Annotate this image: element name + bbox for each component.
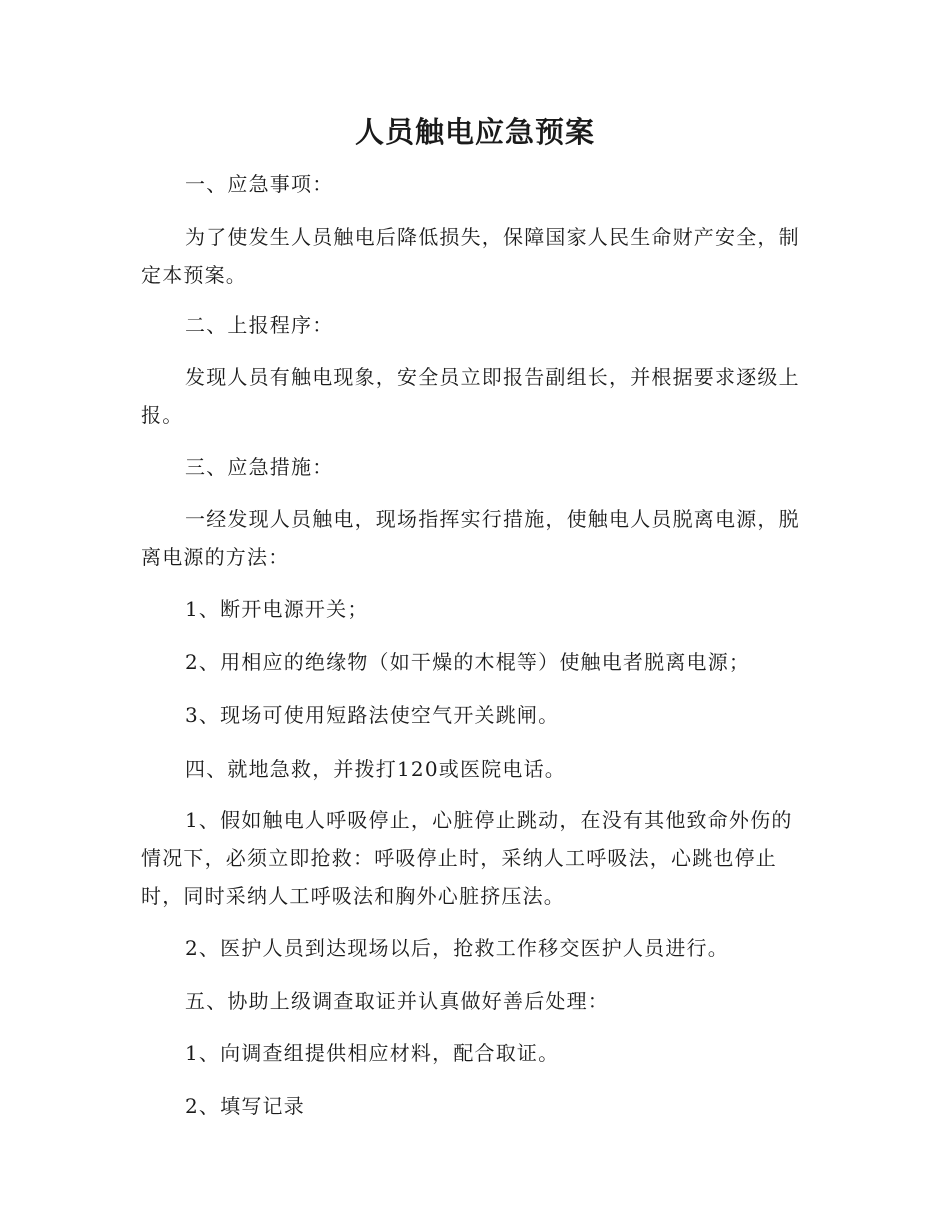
- document-title: 人员触电应急预案: [354, 115, 595, 149]
- section-heading-2: 二、上报程序：: [185, 313, 334, 337]
- paragraph: 发现人员有触电现象，安全员立即报告副组长，并根据要求逐级上报。: [141, 365, 800, 427]
- list-item: 1、假如触电人呼吸停止，心脏停止跳动，在没有其他致命外伤的情况下，必须立即抢救：呼吸停止时，采纳人工呼吸法，心跳也停止时，同时采纳人工呼吸法和胸外心脏挤压法。: [141, 808, 793, 908]
- section-heading-3: 三、应急措施：: [185, 455, 334, 479]
- section-heading-4: 四、就地急救，并拨打120或医院电话。: [185, 757, 566, 781]
- list-item: 1、断开电源开关；: [185, 597, 369, 621]
- paragraph: 一经发现人员触电，现场指挥实行措施，使触电人员脱离电源，脱离电源的方法：: [141, 507, 800, 569]
- list-item: 2、医护人员到达现场以后，抢救工作移交医护人员进行。: [185, 936, 729, 960]
- list-item: 2、填写记录: [185, 1094, 305, 1118]
- section-heading-1: 一、应急事项：: [185, 172, 334, 196]
- list-item: 2、用相应的绝缘物（如干燥的木棍等）使触电者脱离电源；: [185, 650, 751, 674]
- paragraph: 为了使发生人员触电后降低损失，保障国家人民生命财产安全，制定本预案。: [141, 225, 800, 287]
- section-heading-5: 五、协助上级调查取证并认真做好善后处理：: [185, 989, 609, 1013]
- list-item: 3、现场可使用短路法使空气开关跳闸。: [185, 703, 560, 727]
- list-item: 1、向调查组提供相应材料，配合取证。: [185, 1041, 560, 1065]
